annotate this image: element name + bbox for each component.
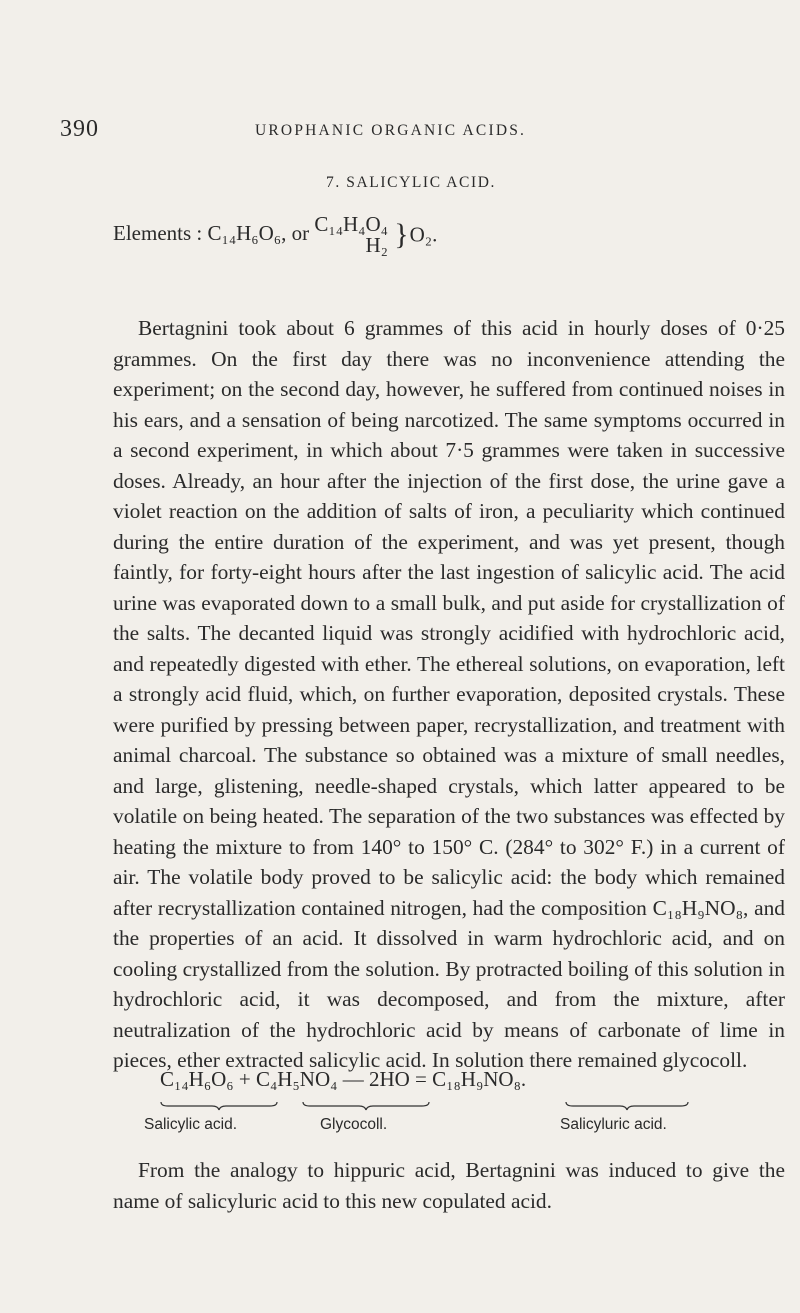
label-glycocoll: Glycocoll.: [320, 1116, 388, 1133]
formula-b-suffix: O₂.: [409, 222, 438, 247]
section-title: 7. SALICYLIC ACID.: [325, 174, 497, 191]
equation-line: [160, 1067, 526, 1092]
underbrace-salicylic-icon: [160, 1101, 278, 1111]
underbrace-salicyluric-icon: [565, 1101, 689, 1111]
running-head: UROPHANIC ORGANIC ACIDS.: [255, 122, 527, 139]
elements-formula-line: [113, 214, 437, 256]
equation-minus-water: — 2HO: [342, 1067, 410, 1091]
formula-b-bottom: H₂: [365, 233, 388, 257]
page-number: 390: [60, 116, 99, 142]
equation-term-salicyluric: C₁₈H₉NO₈.: [432, 1067, 527, 1091]
label-salicyluric-acid: Salicyluric acid.: [560, 1116, 667, 1133]
formula-a: C₁₄H₆O₆,: [207, 220, 287, 245]
equation-term-glycocoll: C₄H₅NO₄: [255, 1067, 338, 1091]
underbrace-glycocoll-icon: [302, 1101, 430, 1111]
equation-term-salicylic: C₁₄H₆O₆: [160, 1067, 234, 1091]
elements-label: Elements :: [113, 220, 203, 245]
paragraph-bertagnini-experiment: Bertagnini took about 6 grammes of this acid in hourly doses of 0·25 grammes. On the first day there was no inconvenience attending the experiment; on the second day, however, he suffered from continued noises in his ears, and a sensation of being narcotized. The same symptoms occurred in a second experiment, in which about 7·5 grammes were taken in successive doses. Already, an hour after the injection of the first dose, the urine gave a violet reaction on the addition of salts of iron, a peculiarity which continued during the entire duration of the experiment, and was yet present, though faintly, for forty-eight hours after the last ingestion of salicylic acid. The acid urine was evaporated down to a small bulk, and put aside for crystallization of the salts. The decanted liquid was strongly acidified with hydrochloric acid, and repeatedly digested with ether. The ethereal solutions, on evaporation, left a strongly acid fluid, which, on further evaporation, deposited crystals. These were purified by pressing between paper, recrystallization, and treatment with animal charcoal. The substance so obtained was a mixture of small needles, and large, glistening, needle-shaped crystals, which latter appeared to be volatile on being heated. The separation of the two substances was effected by heating the mixture to from 140° to 150° C. (284° to 302° F.) in a current of air. The volatile body proved to be salicylic acid: the body which remained after recrystallization contained nitrogen, had the composition C₁₈H₉NO₈, and the properties of an acid. It dissolved in warm hydrochloric acid, and on cooling crystallized from the solution. By protracted boiling of this solution in hydrochloric acid, it was decomposed, and from the mixture, after neutralization of the hydrochloric acid by means of carbonate of lime in pieces, ether extracted salicylic acid. In solution there remained glycocoll.: [113, 316, 785, 1072]
or-word: or: [291, 220, 310, 245]
formula-b-top: C₁₄H₄O₄: [314, 212, 388, 236]
label-salicylic-acid: Salicylic acid.: [144, 1116, 238, 1133]
right-brace-icon: }: [394, 218, 409, 251]
paragraph-naming: From the analogy to hippuric acid, Bertagnini was induced to give the name of salicyluric acid to this new copulated acid.: [113, 1158, 785, 1213]
equation-equals: =: [415, 1067, 427, 1091]
equation-plus: +: [238, 1067, 251, 1091]
formula-b-stack: [314, 214, 388, 256]
